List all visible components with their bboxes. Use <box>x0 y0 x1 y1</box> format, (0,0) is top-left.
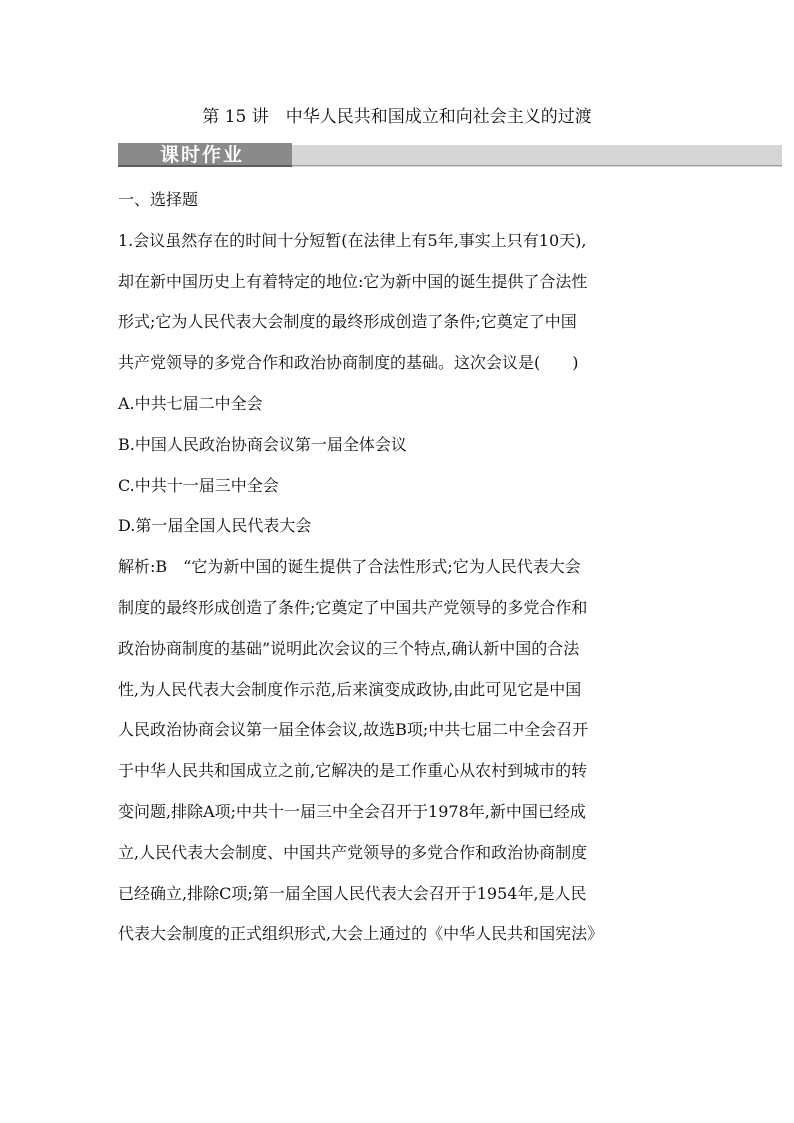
analysis-line: 解析:B “它为新中国的诞生提供了合法性形式;它为人民代表大会 <box>118 557 581 577</box>
section-heading: 一、选择题 <box>118 190 199 209</box>
worksheet-content <box>118 186 698 961</box>
analysis-line: 已经确立,排除C项;第一届全国人民代表大会召开于1954年,是人民 <box>118 883 587 903</box>
analysis-line: 人民政治协商会议第一届全体会议,故选B项;中共七届二中全会召开 <box>118 720 589 740</box>
analysis <box>118 553 698 961</box>
question-line: 形式;它为人民代表大会制度的最终形成创造了条件;它奠定了中国 <box>118 312 577 332</box>
analysis-line: 政治协商制度的基础”说明此次会议的三个特点,确认新中国的合法 <box>118 638 580 658</box>
question-line: 却在新中国历史上有着特定的地位:它为新中国的诞生提供了合法性 <box>118 271 588 291</box>
analysis-line: 代表大会制度的正式组织形式,大会上通过的《中华人民共和国宪法》 <box>118 924 604 944</box>
question-stem <box>118 227 698 390</box>
banner-label: 课时作业 <box>160 144 245 166</box>
option-a: A.中共七届二中全会 <box>118 393 263 413</box>
section-banner <box>118 143 782 167</box>
analysis-line: 制度的最终形成创造了条件;它奠定了中国共产党领导的多党合作和 <box>118 597 588 617</box>
question-line: 1.会议虽然存在的时间十分短暂(在法律上有5年,事实上只有10天), <box>118 230 587 250</box>
banner-label-block <box>118 143 292 167</box>
answer-options <box>118 390 698 553</box>
analysis-line: 立,人民代表大会制度、中国共产党领导的多党合作和政治协商制度 <box>118 842 588 862</box>
option-b: B.中国人民政治协商会议第一届全体会议 <box>118 434 407 454</box>
question-line: 共产党领导的多党合作和政治协商制度的基础。这次会议是( ) <box>118 353 579 373</box>
analysis-line: 变问题,排除A项;中共十一届三中全会召开于1978年,新中国已经成 <box>118 801 586 821</box>
option-d: D.第一届全国人民代表大会 <box>118 516 312 536</box>
analysis-line: 于中华人民共和国成立之前,它解决的是工作重心从农村到城市的转 <box>118 761 588 781</box>
analysis-line: 性,为人民代表大会制度作示范,后来演变成政协,由此可见它是中国 <box>118 679 582 699</box>
option-c: C.中共十一届三中全会 <box>118 475 279 495</box>
lesson-title: 第 15 讲 中华人民共和国成立和向社会主义的过渡 <box>202 107 592 127</box>
banner-divider <box>292 165 782 166</box>
